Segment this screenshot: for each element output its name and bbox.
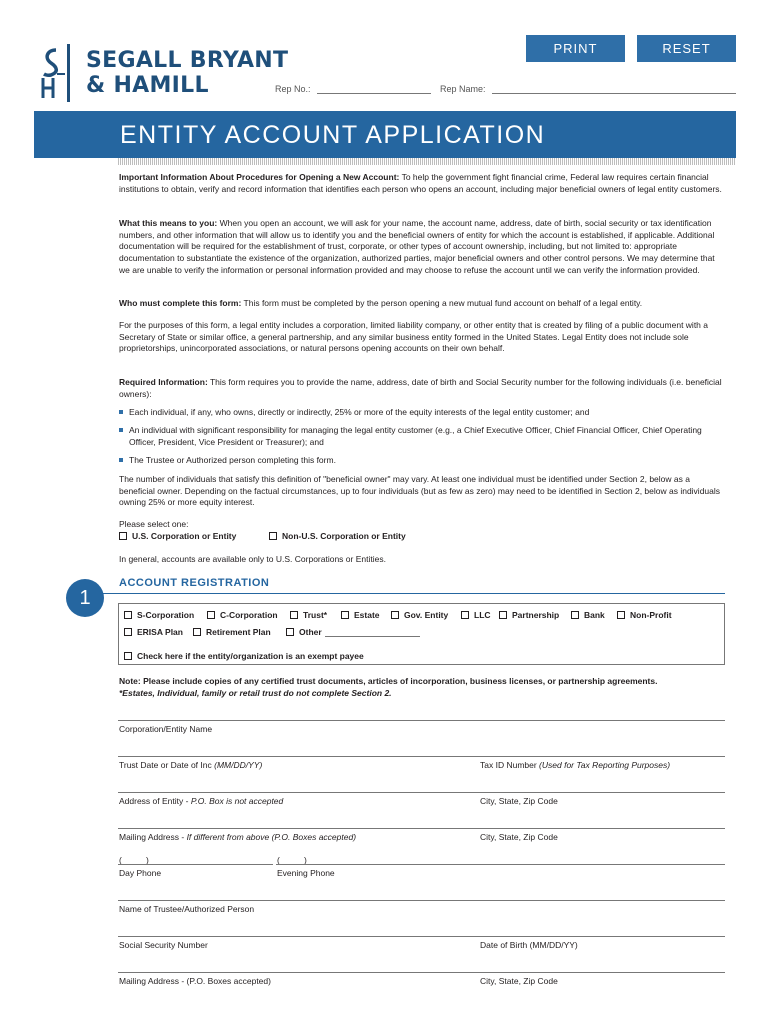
option-label: C-Corporation (220, 610, 278, 620)
evening-phone-label: Evening Phone (277, 868, 335, 878)
address-label (119, 796, 283, 806)
address-input[interactable] (118, 792, 725, 793)
option-trust[interactable] (290, 610, 327, 620)
option-gov-entity[interactable] (391, 610, 448, 620)
option-label: ERISA Plan (137, 627, 183, 637)
checkbox[interactable] (290, 611, 298, 619)
option-label: Partnership (512, 610, 560, 620)
non-us-entity-option[interactable] (269, 531, 406, 541)
intro-p2-text: When you open an account, we will ask for your name, the account name, address, date of birth, social security or tax identification numbers, and other information that will allow us to identify you and the beneficial owners of entity for which the account is established, if applicable. Additional documentation will be required for the establishment of trust, corporate, or other types of account ownership, including, but not limited to: appropriate documentation to substantiate the existence of the organization, authorized parties, major beneficial owners and other control persons. We may determine that we are unable to verify the information or personal information provided and may choose to refuse the account until we can verify the information provided. (119, 218, 715, 275)
option-other[interactable] (286, 627, 420, 637)
checkbox[interactable] (499, 611, 507, 619)
us-entity-label: U.S. Corporation or Entity (132, 531, 237, 541)
checkbox[interactable] (391, 611, 399, 619)
intro-paragraph-4: For the purposes of this form, a legal entity includes a corporation, limited liability company, or other entity that is created by filing of a public document with a Secretary of State or similar office, a general partnership, and any similar business entity formed in the United States. Legal Entity does not include sole proprietorships, unincorporated associations, or natural persons opening accounts on their own behalf. (119, 320, 708, 354)
checkbox[interactable] (124, 611, 132, 619)
other-input[interactable] (325, 627, 420, 637)
ssn-label: Social Security Number (119, 940, 208, 950)
intro-paragraph-2 (119, 218, 723, 277)
intro-paragraph-1 (119, 172, 723, 195)
option-label: Check here if the entity/organization is an exempt payee (137, 651, 364, 661)
option-label: Other (299, 627, 322, 637)
intro-paragraph-5 (119, 377, 723, 400)
rep-name-label: Rep Name: (440, 84, 486, 94)
option-label: LLC (474, 610, 491, 620)
day-phone-area-open: ( (119, 855, 122, 865)
trustee-name-input[interactable] (118, 900, 725, 901)
intro-p1-text: To help the government fight financial crime, Federal law requires certain financial institutions to obtain, verify and record information that identifies each person who opens an account, including major beneficial owners of legal entity customers. (119, 172, 722, 194)
section-rule (100, 593, 725, 594)
option-estate[interactable] (341, 610, 380, 620)
intro-p1-heading: Important Information About Procedures for Opening a New Account: (119, 172, 400, 182)
day-phone-area-close: ) (146, 855, 149, 865)
entity-name-label: Corporation/Entity Name (119, 724, 213, 734)
option-c-corporation[interactable] (207, 610, 278, 620)
title-banner (34, 111, 736, 158)
mailing-address-2-input[interactable] (118, 972, 725, 973)
rep-no-input[interactable] (317, 84, 431, 94)
option-llc[interactable] (461, 610, 491, 620)
availability-note: In general, accounts are available only to U.S. Corporations or Entities. (119, 554, 386, 564)
ssn-input[interactable] (118, 936, 725, 937)
note-line-2: *Estates, Individual, family or retail trust do not complete Section 2. (119, 688, 392, 698)
city-state-zip-label-3: City, State, Zip Code (480, 976, 558, 986)
option-partnership[interactable] (499, 610, 559, 620)
day-phone-input[interactable] (118, 864, 273, 865)
option-label: Bank (584, 610, 605, 620)
city-state-zip-label: City, State, Zip Code (480, 796, 558, 806)
tax-id-label (480, 760, 670, 770)
option-bank[interactable] (571, 610, 605, 620)
intro-p5-heading: Required Information: (119, 377, 208, 387)
trust-date-text: Trust Date or Date of Inc (119, 760, 215, 770)
list-item: Each individual, if any, who owns, directly or indirectly, 25% or more of the equity interests of the legal entity customer; and (119, 407, 723, 419)
trustee-name-label: Name of Trustee/Authorized Person (119, 904, 255, 914)
checkbox[interactable] (461, 611, 469, 619)
trust-date-label (119, 760, 262, 770)
option-s-corporation[interactable] (124, 610, 194, 620)
option-label: Retirement Plan (206, 627, 271, 637)
checkbox[interactable] (124, 628, 132, 636)
mailing-address-label (119, 832, 356, 842)
checkbox[interactable] (207, 611, 215, 619)
rep-name-input[interactable] (492, 84, 736, 94)
option-label: Trust* (303, 610, 328, 620)
rep-name-field (440, 84, 736, 94)
option-label: S-Corporation (137, 610, 195, 620)
tax-id-note: (Used for Tax Reporting Purposes) (539, 760, 671, 770)
reset-button[interactable]: RESET (637, 35, 736, 62)
us-entity-checkbox[interactable] (119, 532, 127, 540)
list-item: An individual with significant responsibility for managing the legal entity customer (e.g., a Chief Executive Officer, Chief Financial Officer, Chief Operating Officer, President, Vice President or Treasurer); and (119, 425, 723, 448)
non-us-entity-label: Non-U.S. Corporation or Entity (282, 531, 406, 541)
mailing-address-input[interactable] (118, 828, 725, 829)
select-label: Please select one: (119, 519, 189, 529)
intro-paragraph-3 (119, 298, 723, 310)
non-us-entity-checkbox[interactable] (269, 532, 277, 540)
section-number: 1 (66, 579, 104, 617)
intro-p3-heading: Who must complete this form: (119, 298, 242, 308)
address-text: Address of Entity - (119, 796, 191, 806)
mailing-address-2-label: Mailing Address - (P.O. Boxes accepted) (119, 976, 271, 986)
trust-date-format: (MM/DD/YY) (214, 760, 263, 770)
intro-p2-heading: What this means to you: (119, 218, 218, 228)
logo-mark (39, 44, 77, 102)
evening-phone-area-open: ( (277, 855, 280, 865)
intro-p3-text: This form must be completed by the person opening a new mutual fund account on behalf of a legal entity. (241, 298, 643, 308)
option-erisa-plan[interactable] (124, 627, 183, 637)
mailing-text: Mailing Address - (119, 832, 187, 842)
logo-line1: SEGALL BRYANT (86, 48, 289, 73)
page-title: ENTITY ACCOUNT APPLICATION (120, 121, 546, 149)
trust-date-input[interactable] (118, 756, 725, 757)
rep-no-field (275, 84, 431, 94)
intro-paragraph-6: The number of individuals that satisfy this definition of "beneficial owner" may vary. At least one individual must be identified under Section 2, below as a beneficial owner. Depending on the factual circumstances, up to four individuals (but as few as zero) may need to be identified in Section 2, below as individuals owning 25% or more equity interest. (119, 474, 721, 508)
checkbox[interactable] (571, 611, 579, 619)
list-item: The Trustee or Authorized person completing this form. (119, 455, 723, 467)
dob-label: Date of Birth (MM/DD/YY) (480, 940, 578, 950)
option-label: Estate (354, 610, 380, 620)
option-label: Non-Profit (630, 610, 672, 620)
logo-line2: & HAMILL (86, 73, 209, 98)
day-phone-label: Day Phone (119, 868, 162, 878)
option-retirement-plan[interactable] (193, 627, 271, 637)
rep-no-label: Rep No.: (275, 84, 311, 94)
hatch-divider (118, 158, 736, 165)
option-label: Gov. Entity (404, 610, 449, 620)
print-button[interactable]: PRINT (526, 35, 625, 62)
evening-phone-area-close: ) (304, 855, 307, 865)
city-state-zip-label-2: City, State, Zip Code (480, 832, 558, 842)
tax-id-text: Tax ID Number (480, 760, 540, 770)
exempt-payee-option[interactable] (124, 651, 364, 661)
mailing-note: If different from above (P.O. Boxes accepted) (186, 832, 357, 842)
intro-p5-text: This form requires you to provide the name, address, date of birth and Social Security number for the following individuals (i.e. beneficial owners): (119, 377, 722, 399)
checkbox[interactable] (341, 611, 349, 619)
checkbox[interactable] (124, 652, 132, 660)
section-title: ACCOUNT REGISTRATION (119, 577, 270, 589)
evening-phone-input[interactable] (276, 864, 725, 865)
checkbox[interactable] (286, 628, 294, 636)
us-entity-option[interactable] (119, 531, 236, 541)
checkbox[interactable] (617, 611, 625, 619)
address-note: P.O. Box is not accepted (190, 796, 284, 806)
entity-name-input[interactable] (118, 720, 725, 721)
checkbox[interactable] (193, 628, 201, 636)
note-line-1: Note: Please include copies of any certified trust documents, articles of incorporation, business licenses, or partnership agreements. (119, 676, 658, 686)
option-non-profit[interactable] (617, 610, 672, 620)
